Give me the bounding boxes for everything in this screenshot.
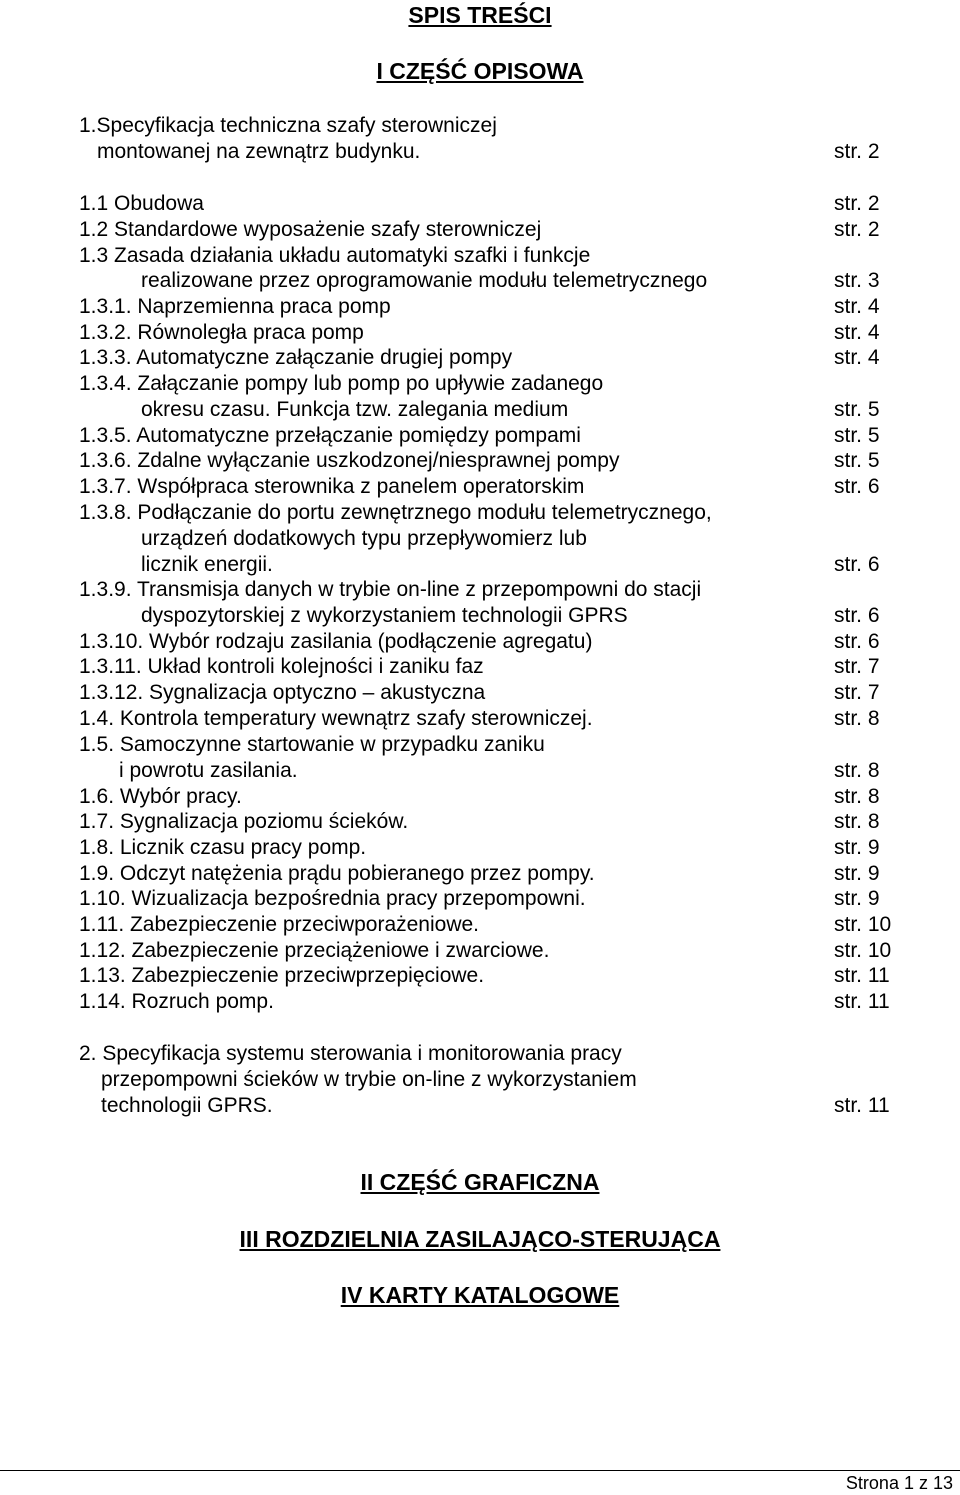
toc-entry-page: str. 9: [834, 836, 880, 859]
toc-entry-page: str. 4: [834, 346, 880, 369]
toc-entry-text: 1.13. Zabezpieczenie przeciwprzepięciowe.: [79, 964, 485, 987]
toc-entry-text: 1.3.7. Współpraca sterownika z panelem operatorskim: [79, 475, 585, 498]
toc-entry-text: 2. Specyfikacja systemu sterowania i monitorowania pracy: [79, 1042, 622, 1065]
toc-entry-page: str. 6: [834, 475, 880, 498]
toc-entry-text: 1.3.6. Zdalne wyłączanie uszkodzonej/niesprawnej pompy: [79, 449, 620, 472]
toc-entry-page: str. 5: [834, 424, 880, 447]
toc-entry-page: str. 9: [834, 862, 880, 885]
toc-entry-page: str. 8: [834, 707, 880, 730]
toc-entry-page: str. 3: [834, 269, 880, 292]
toc-entry-text: montowanej na zewnątrz budynku.: [97, 140, 421, 163]
page-number: Strona 1 z 13: [845, 1473, 953, 1493]
toc-entry-text: 1.9. Odczyt natężenia prądu pobieranego przez pompy.: [79, 862, 595, 885]
toc-entry-text: 1.8. Licznik czasu pracy pomp.: [79, 836, 367, 859]
toc-entry-page: str. 2: [834, 140, 880, 163]
toc-entry-page: str. 6: [834, 604, 880, 627]
footer-divider: [0, 1470, 960, 1471]
toc-entry-text: dyspozytorskiej z wykorzystaniem technologii GPRS: [141, 604, 628, 627]
toc-entry-text: 1.4. Kontrola temperatury wewnątrz szafy sterowniczej.: [79, 707, 593, 730]
toc-entry-text: realizowane przez oprogramowanie modułu telemetrycznego: [141, 269, 708, 292]
toc-entry-text: 1.Specyfikacja techniczna szafy sterowniczej: [79, 114, 497, 137]
toc-entry-page: str. 2: [834, 218, 880, 241]
toc-entry-page: str. 6: [834, 630, 880, 653]
toc-entry-text: urządzeń dodatkowych typu przepływomierz lub: [141, 527, 587, 550]
toc-entry-page: str. 8: [834, 810, 880, 833]
toc-entry-text: licznik energii.: [141, 553, 273, 576]
part-4-heading: IV KARTY KATALOGOWE: [340, 1282, 620, 1308]
toc-entry-text: 1.11. Zabezpieczenie przeciwporażeniowe.: [79, 913, 480, 936]
toc-entry-text: 1.3.2. Równoległa praca pomp: [79, 321, 364, 344]
toc-entry-page: str. 4: [834, 321, 880, 344]
toc-entry-page: str. 5: [834, 449, 880, 472]
toc-entry-text: 1.6. Wybór pracy.: [79, 785, 242, 808]
toc-entry-text: 1.1 Obudowa: [79, 192, 204, 215]
toc-entry-page: str. 4: [834, 295, 880, 318]
page-title: SPIS TREŚCI: [408, 2, 552, 28]
toc-entry-text: 1.5. Samoczynne startowanie w przypadku zaniku: [79, 733, 545, 756]
toc-entry-page: str. 11: [834, 990, 890, 1013]
toc-entry-text: 1.3.9. Transmisja danych w trybie on-line z przepompowni do stacji: [79, 578, 702, 601]
toc-entry-page: str. 8: [834, 785, 880, 808]
toc-entry-text: 1.3.4. Załączanie pompy lub pomp po upływie zadanego: [79, 372, 604, 395]
toc-entry-text: technologii GPRS.: [101, 1094, 273, 1117]
toc-entry-text: 1.3.5. Automatyczne przełączanie pomiędzy pompami: [79, 424, 581, 447]
toc-entry-text: 1.3.3. Automatyczne załączanie drugiej pompy: [79, 346, 513, 369]
toc-entry-text: 1.14. Rozruch pomp.: [79, 990, 274, 1013]
toc-entry-text: 1.2 Standardowe wyposażenie szafy sterowniczej: [79, 218, 542, 241]
toc-entry-text: 1.3.10. Wybór rodzaju zasilania (podłączenie agregatu): [79, 630, 593, 653]
toc-entry-text: 1.3.12. Sygnalizacja optyczno – akustyczna: [79, 681, 486, 704]
toc-entry-page: str. 11: [834, 964, 890, 987]
toc-entry-text: i powrotu zasilania.: [119, 759, 298, 782]
toc-entry-text: 1.12. Zabezpieczenie przeciążeniowe i zwarciowe.: [79, 939, 550, 962]
toc-entry-text: 1.3.11. Układ kontroli kolejności i zaniku faz: [79, 655, 484, 678]
part-1-heading: I CZĘŚĆ OPISOWA: [376, 58, 584, 84]
toc-entry-page: str. 10: [834, 913, 892, 936]
toc-entry-page: str. 8: [834, 759, 880, 782]
toc-entry-page: str. 9: [834, 887, 880, 910]
toc-entry-page: str. 11: [834, 1094, 890, 1117]
toc-entry-page: str. 7: [834, 681, 880, 704]
toc-entry-text: 1.3.1. Naprzemienna praca pomp: [79, 295, 391, 318]
toc-entry-page: str. 6: [834, 553, 880, 576]
part-2-heading: II CZĘŚĆ GRAFICZNA: [360, 1169, 600, 1195]
toc-entry-text: 1.3 Zasada działania układu automatyki szafki i funkcje: [79, 244, 591, 267]
toc-entry-page: str. 10: [834, 939, 892, 962]
toc-entry-text: przepompowni ścieków w trybie on-line z wykorzystaniem: [101, 1068, 637, 1091]
toc-entry-text: 1.7. Sygnalizacja poziomu ścieków.: [79, 810, 409, 833]
toc-entry-text: 1.10. Wizualizacja bezpośrednia pracy przepompowni.: [79, 887, 586, 910]
toc-entry-text: okresu czasu. Funkcja tzw. zalegania medium: [141, 398, 569, 421]
toc-entry-page: str. 2: [834, 192, 880, 215]
toc-entry-page: str. 5: [834, 398, 880, 421]
part-3-heading: III ROZDZIELNIA ZASILAJĄCO-STERUJĄCA: [239, 1226, 721, 1252]
toc-entry-text: 1.3.8. Podłączanie do portu zewnętrznego modułu telemetrycznego,: [79, 501, 712, 524]
toc-entry-page: str. 7: [834, 655, 880, 678]
